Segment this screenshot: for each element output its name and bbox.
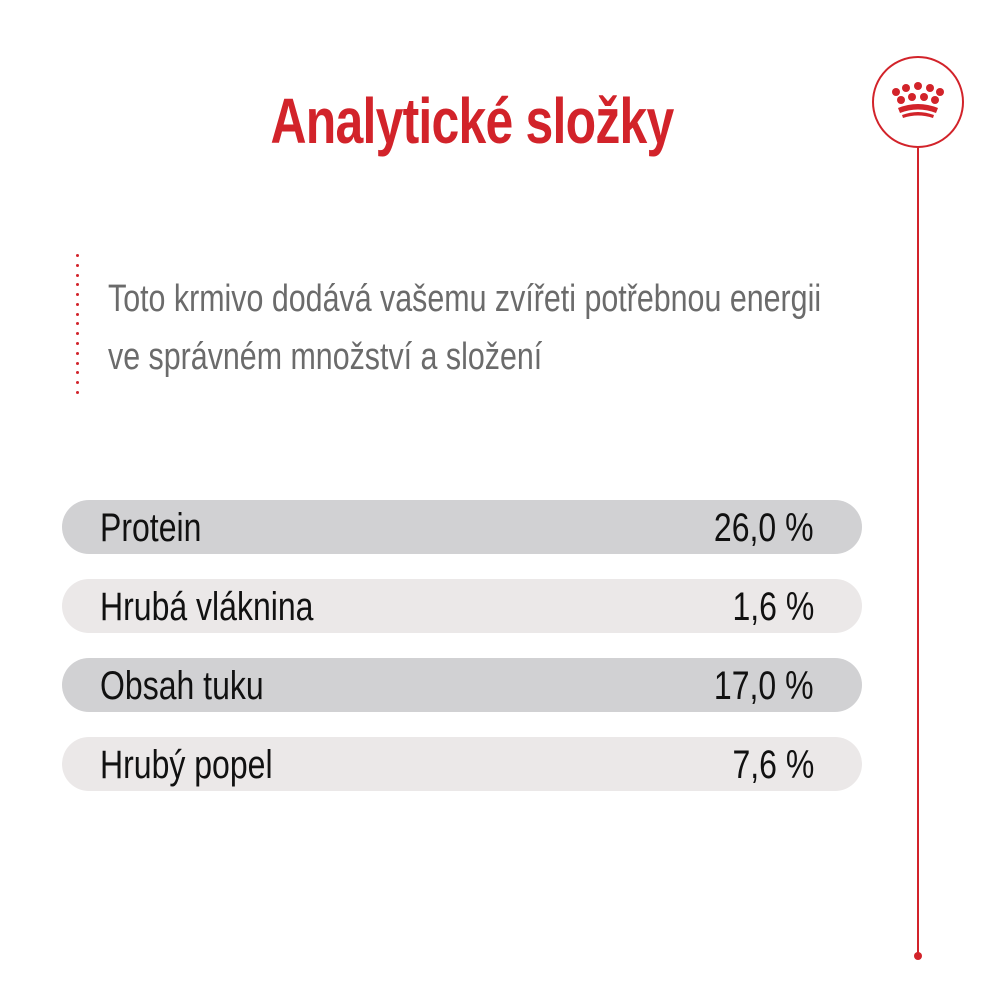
nutrient-value: 1,6 % [732,585,814,629]
description-line-2: ve správném množství a složení [108,336,543,378]
nutrient-row-fiber [62,579,862,633]
crown-icon [888,82,948,122]
brand-logo [872,56,964,148]
nutrient-label: Hrubý popel [100,743,273,787]
description-text [108,270,908,386]
nutrient-value: 26,0 % [714,506,814,550]
dotted-accent-line [76,254,80,394]
nutrient-label: Protein [100,506,202,550]
nutrient-value: 17,0 % [714,664,814,708]
page-title: Analytické složky [270,85,674,157]
nutrient-row-ash [62,737,862,791]
nutrient-label: Hrubá vláknina [100,585,314,629]
vertical-accent-line [917,148,919,956]
nutrient-table [62,500,862,816]
accent-line-end-dot [914,952,922,960]
nutrient-value: 7,6 % [732,743,814,787]
description-line-1: Toto krmivo dodává vašemu zvířeti potřebnou energii [108,278,822,320]
nutrient-label: Obsah tuku [100,664,264,708]
nutrient-row-protein [62,500,862,554]
nutrient-row-fat [62,658,862,712]
